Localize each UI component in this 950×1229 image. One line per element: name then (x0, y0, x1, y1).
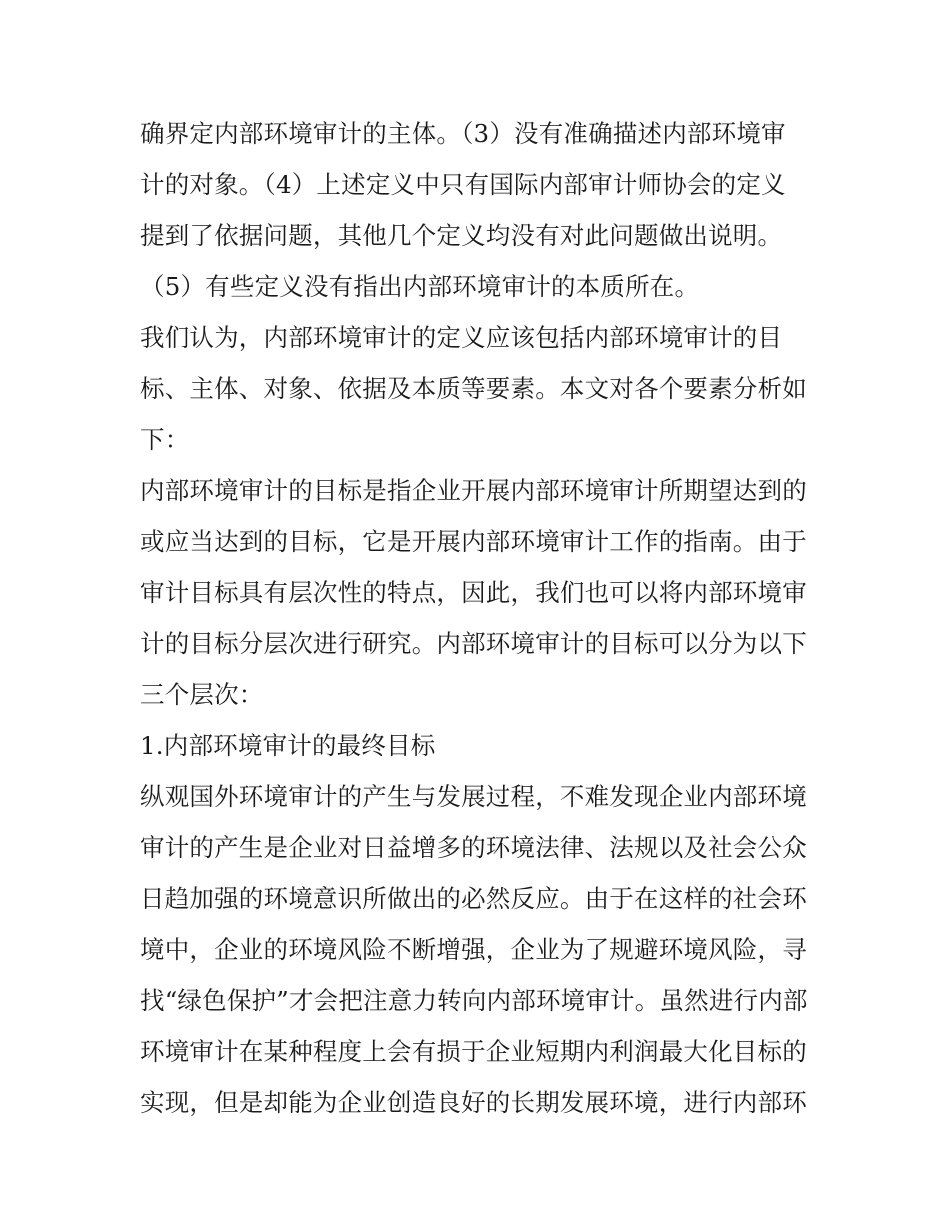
section-heading: 1.内部环境审计的最终目标 (140, 731, 436, 760)
text-line: 计的目标分层次进行研究。内部环境审计的目标可以分为以下 (140, 629, 807, 658)
text-line: （5）有些定义没有指出内部环境审计的本质所在。 (140, 272, 700, 301)
text-line: 境中，企业的环境风险不断增强，企业为了规避环境风险，寻 (140, 935, 807, 964)
text-line: 或应当达到的目标，它是开展内部环境审计工作的指南。由于 (140, 527, 807, 556)
text-line: 提到了依据问题，其他几个定义均没有对此问题做出说明。 (140, 221, 783, 250)
text-line: 审计目标具有层次性的特点，因此，我们也可以将内部环境审 (140, 578, 807, 607)
text-line: 标、主体、对象、依据及本质等要素。本文对各个要素分析如 (140, 374, 807, 403)
text-line: 审计的产生是企业对日益增多的环境法律、法规以及社会公众 (140, 833, 807, 862)
text-line: 下： (140, 425, 190, 454)
text-line: 实现，但是却能为企业创造良好的长期发展环境，进行内部环 (140, 1088, 807, 1117)
text-line: 计的对象。（4）上述定义中只有国际内部审计师协会的定义 (140, 170, 786, 199)
text-line: 环境审计在某种程度上会有损于企业短期内利润最大化目标的 (140, 1037, 807, 1066)
text-line: 我们认为，内部环境审计的定义应该包括内部环境审计的目 (140, 323, 783, 352)
text-line: 确界定内部环境审计的主体。（3）没有准确描述内部环境审 (140, 119, 786, 148)
text-line: 内部环境审计的目标是指企业开展内部环境审计所期望达到的 (140, 476, 807, 505)
text-line: 找“绿色保护”才会把注意力转向内部环境审计。虽然进行内部 (140, 986, 808, 1015)
text-line: 日趋加强的环境意识所做出的必然反应。由于在这样的社会环 (140, 884, 807, 913)
text-line: 纵观国外环境审计的产生与发展过程，不难发现企业内部环境 (140, 782, 807, 811)
body-text (140, 108, 830, 1128)
text-line: 三个层次： (140, 680, 264, 709)
